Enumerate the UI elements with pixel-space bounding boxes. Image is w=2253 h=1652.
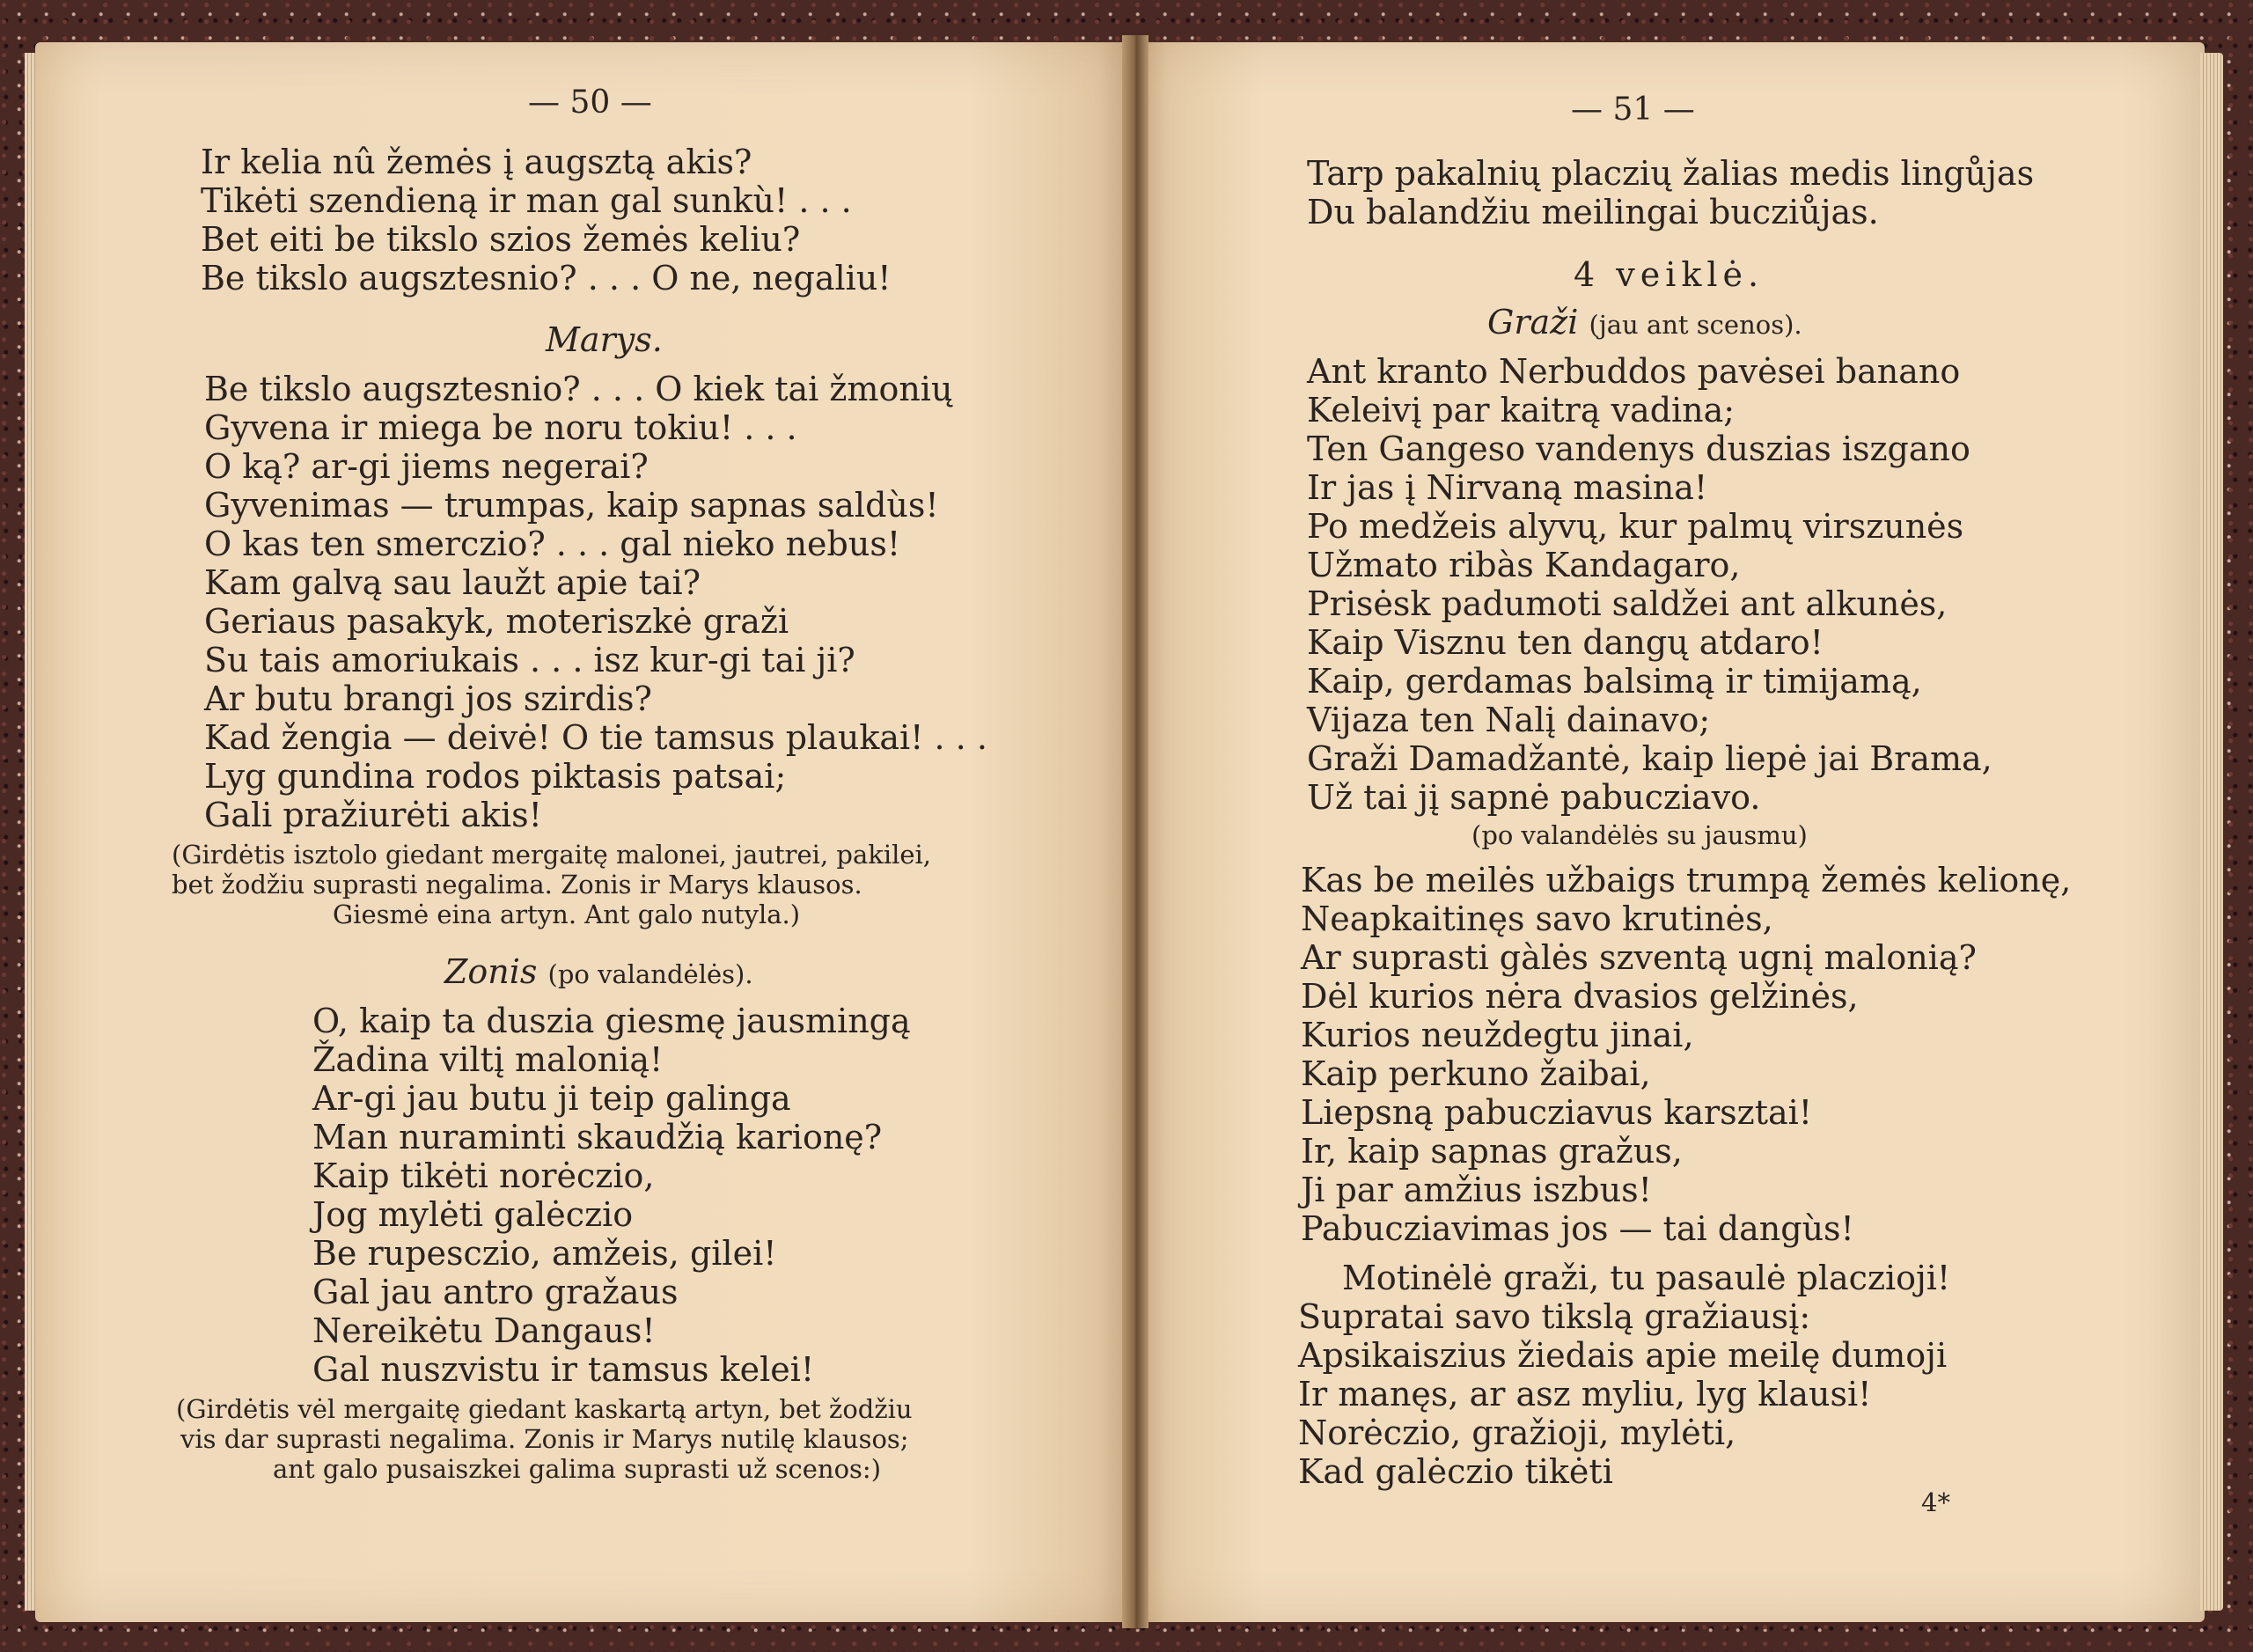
verse-line: Kad galėczio tikėti: [1298, 1452, 1613, 1491]
verse-line: Geriaus pasakyk, moteriszkė graži: [204, 602, 789, 641]
verse-line: Motinėlė graži, tu pasaulė placzioji!: [1342, 1259, 1951, 1297]
verse-line: Dėl kurios nėra dvasios gelžinės,: [1301, 977, 1859, 1016]
verse-line: Gal nuszvistu ir tamsus kelei!: [312, 1350, 815, 1389]
verse-line: Liepsną pabuczіavus karsztai!: [1301, 1093, 1813, 1132]
book-gutter: [1122, 35, 1149, 1628]
verse-line: Man nuraminti skaudžią karionę?: [312, 1118, 883, 1156]
verse-line: Keleivį par kaitrą vadina;: [1307, 391, 1736, 430]
stage-direction: ant galo pusaiszkei galima suprasti už scenos:): [273, 1454, 882, 1484]
speaker-line: [444, 952, 753, 991]
verse-line: Ji par amžius iszbus!: [1301, 1171, 1652, 1209]
signature-mark: 4*: [1921, 1487, 1950, 1517]
verse-line: Kaip, gerdamas balsimą ir timijamą,: [1307, 662, 1922, 701]
stage-direction: (Girdėtis vėl mergaitę giedant kaskartą artyn, bet žodžiu: [176, 1394, 913, 1424]
speaker-name: Marys.: [546, 320, 663, 359]
speaker-name: Graži: [1487, 303, 1579, 341]
verse-line: O, kaip ta duszia giesmę jausmingą: [312, 1002, 911, 1040]
verse-line: Graži Damadžantė, kaip liepė jai Brama,: [1307, 739, 1992, 778]
verse-line: Su tais amoriukais . . . isz kur-gi tai ji?: [204, 641, 855, 679]
verse-line: Pabuczіavimas jos — tai dangùs!: [1301, 1209, 1854, 1248]
verse-line: Ir, kaip sapnas gražus,: [1301, 1132, 1683, 1171]
page-number-right: — 51 —: [1571, 92, 1695, 128]
verse-line: O kas ten smerczio? . . . gal nieko nebus!: [204, 525, 901, 563]
verse-line: Tarp pakalnių placzių žalias medis lingůjas: [1307, 154, 2035, 193]
verse-line: Du balandžiu meilingai bucziůjas.: [1307, 193, 1879, 231]
verse-line: Prisėsk padumoti saldžei ant alkunės,: [1307, 584, 1948, 623]
verse-line: Be tikslo augsztesnio? . . . O kiek tai žmonių: [204, 370, 953, 408]
verse-line: Be rupesczio, amžeis, gilei!: [312, 1234, 777, 1273]
verse-line: Ar-gi jau butu ji teip galinga: [312, 1079, 791, 1118]
verse-line: O ką? ar-gi jiems negerai?: [204, 447, 649, 486]
verse-line: Ir manęs, ar asz myliu, lyg klausi!: [1298, 1375, 1872, 1413]
speaker-note: (po valandėlės).: [547, 959, 753, 989]
stage-direction: Giesmė eina artyn. Ant galo nutyla.): [333, 899, 801, 929]
verse-line: Gali pražiurėti akis!: [204, 796, 542, 834]
verse-line: Po medžeis alyvų, kur palmų virszunės: [1307, 507, 1964, 546]
speaker-note: (jau ant scenos).: [1589, 310, 1802, 340]
verse-line: Nereikėtu Dangaus!: [312, 1311, 656, 1350]
verse-line: Ar butu brangi jos szirdis?: [204, 679, 652, 718]
verse-line: Kam galvą sau laužt apie tai?: [204, 563, 701, 602]
verse-line: Žadina viltį malonią!: [312, 1040, 664, 1079]
verse-line: Ant kranto Nerbuddos pavėsei banano: [1307, 352, 1961, 391]
stage-direction: (po valandėlės su jausmu): [1471, 820, 1808, 850]
verse-line: Kaip Visznu ten dangų atdaro!: [1307, 623, 1824, 662]
verse-line: Gal jau antro gražaus: [312, 1273, 679, 1311]
verse-line: Kaip tikėti norėczio,: [312, 1156, 655, 1195]
verse-line: Jog mylėti galėczio: [312, 1195, 634, 1234]
verse-line: Norėczio, gražioji, mylėti,: [1298, 1413, 1736, 1452]
stage-direction: bet žodžiu suprasti negalima. Zonis ir Marys klausos.: [172, 870, 862, 899]
verse-line: Gyvenimas — trumpas, kaip sapnas saldùs!: [204, 486, 939, 525]
verse-line: Kaip perkuno žaibai,: [1301, 1054, 1651, 1093]
verse-line: Tikėti szendieną ir man gal sunkù! . . .: [201, 181, 852, 220]
verse-line: Supratai savo tikslą gražiausį:: [1298, 1297, 1811, 1336]
speaker-line: [1487, 303, 1802, 341]
verse-line: Kad žengia — deivė! O tie tamsus plaukai! . . .: [204, 718, 987, 757]
page-edges-right: [2200, 53, 2223, 1611]
verse-line: Be tikslo augsztesnio? . . . O ne, negaliu!: [201, 259, 892, 297]
verse-line: Lyg gundina rodos piktasis patsai;: [204, 757, 787, 796]
speaker-name: Zonis: [444, 952, 538, 991]
verse-line: Už tai jį sapnė pabuczіavo.: [1307, 778, 1761, 817]
verse-line: Vijaza ten Nalį dainavo;: [1307, 701, 1711, 739]
verse-line: Ir kelia nû žemės į augsztą akis?: [201, 143, 752, 181]
stage-direction: (Girdėtis isztolo giedant mergaitę malonei, jautrei, pakilei,: [172, 840, 932, 870]
verse-line: Kurios neuždegtu jinai,: [1301, 1016, 1694, 1054]
verse-line: Ten Gangeso vandenys duszias iszgano: [1307, 430, 1970, 468]
page-number-left: — 50 —: [528, 84, 652, 121]
verse-line: Ir jas į Nirvaną masina!: [1307, 468, 1708, 507]
verse-line: Kas be meilės užbaigs trumpą žemės kelionę,: [1301, 861, 2072, 899]
verse-line: Neapkaitinęs savo krutinės,: [1301, 899, 1773, 938]
verse-line: Apsikaiszius žiedais apie meilę dumoji: [1298, 1336, 1948, 1375]
verse-line: Ar suprasti gàlės szventą ugnį malonią?: [1301, 938, 1977, 977]
verse-line: Gyvena ir miega be noru tokiu! . . .: [204, 408, 797, 447]
verse-line: Bet eiti be tikslo szios žemės keliu?: [201, 220, 801, 259]
verse-line: Užmato ribàs Kandagaro,: [1307, 546, 1741, 584]
stage-direction: vis dar suprasti negalima. Zonis ir Marys nutilę klausos;: [180, 1424, 909, 1454]
act-heading: 4 veiklė.: [1574, 255, 1765, 294]
